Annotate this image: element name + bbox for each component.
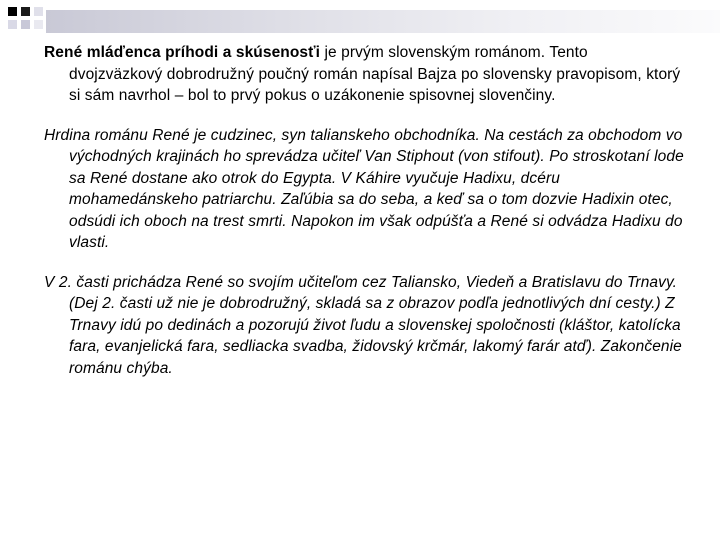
header-square-icon — [34, 20, 43, 29]
header-square-icon — [8, 20, 17, 29]
paragraph-intro — [44, 42, 684, 107]
header-square-icon — [21, 7, 30, 16]
slide-body — [44, 42, 684, 397]
paragraph-plot-part2: V 2. časti prichádza René so svojím učiteľom cez Taliansko, Viedeň a Bratislavu do Trnavy. (Dej 2. časti už nie je dobrodružný, skladá sa z obrazov podľa jednotlivých dní cesty.) Z Trnavy idú po dedinách a pozorujú život ľudu a slovenskej spoločnosti (kláštor, katolícka fara, evanjelická fara, sedliacka svadba, židovský krčmár, lakomý farár atď). Zakončenie románu chýba. — [44, 273, 682, 377]
paragraph-intro-text: je prvým slovenským románom. Tento dvojzväzkový dobrodružný poučný román napísal Bajza po slovensky pravopisom, ktorý si sám navrhol – bol to prvý pokus o uzákonenie spisovnej slovenčiny. — [69, 44, 681, 104]
novel-title: René mláďenca príhodi a skúsenosťi — [44, 44, 321, 61]
header-square-icon — [34, 7, 43, 16]
paragraph-plot-part1: Hrdina románu René je cudzinec, syn talianskeho obchodníka. Na cestách za obchodom vo východných krajinách ho sprevádza učiteľ Van Stiphout (von stifout). Po stroskotaní lode sa René dostane ako otrok do Egypta. V Káhire vyučuje Hadixu, dcéru mohamedánskeho patriarchu. Zaľúbia sa do seba, a keď sa o tom dozvie Hadixin otec, odsúdi ich oboch na trest smrti. Napokon im však odpúšťa a René si odvádza Hadixu do vlasti. — [44, 126, 684, 251]
slide-header-decoration — [0, 0, 720, 34]
header-gradient-stripe — [46, 10, 720, 33]
header-square-icon — [8, 7, 17, 16]
header-square-icon — [21, 20, 30, 29]
